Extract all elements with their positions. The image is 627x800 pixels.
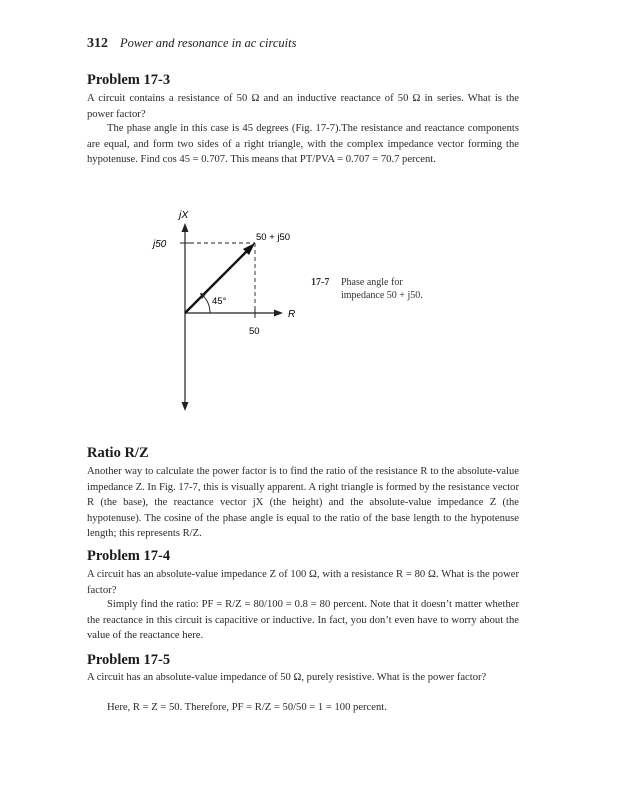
page-number: 312 — [87, 36, 108, 51]
point-label: 50 + j50 — [256, 232, 291, 243]
problem-17-5-answer: Here, R = Z = 50. Therefore, PF = R/Z = 50/50 = 1 = 100 percent. — [107, 702, 387, 713]
caption-line2: impedance 50 + j50. — [341, 290, 423, 301]
y-axis-arrow-down — [182, 402, 189, 411]
problem-17-5-question: A circuit has an absolute-value impedance of 50 Ω, purely resistive. What is the power factor? — [87, 672, 487, 683]
heading-problem-17-5: Problem 17-5 — [87, 652, 171, 668]
angle-label: 45° — [212, 296, 227, 307]
y-axis-arrow-up — [182, 223, 189, 232]
ratio-body: Another way to calculate the power factor is to find the ratio of the resistance R to the absolute-value impedance Z. In Fig. 17-7, this is visually apparent. A right triangle is formed by the resistance vector R (the base), the reactance vector jX (the height) and the absolute-value impedance Z (the hypotenuse). The cosine of the phase angle is equal to the ratio of the base length to the hypotenuse length; this represents R/Z. — [87, 466, 519, 539]
problem-17-3-answer: The phase angle in this case is 45 degrees (Fig. 17-7).The resistance and reactance components are equal, and form two sides of a right triangle, with the complex impedance vector forming the hypotenuse. Find cos 45 = 0.707. This means that PT/PVA = 0.707 = 70.7 percent. — [87, 123, 519, 165]
problem-17-3-question: A circuit contains a resistance of 50 Ω and an inductive reactance of 50 Ω in series. What is the power factor? — [87, 93, 519, 120]
heading-problem-17-4: Problem 17-4 — [87, 548, 171, 564]
x-axis-arrow — [274, 310, 283, 317]
x-axis-label: R — [288, 309, 296, 320]
problem-17-4-answer: Simply find the ratio: PF = R/Z = 80/100 = 0.8 = 80 percent. Note that it doesn’t matter whether the reactance in this circuit is capacitive or inductive. In fact, you don’t even have to worry about the value of the reactance here. — [87, 599, 519, 641]
y-tick-label: j50 — [153, 239, 167, 250]
heading-ratio: Ratio R/Z — [87, 445, 149, 461]
running-title: Power and resonance in ac circuits — [119, 36, 297, 50]
problem-17-4-question: A circuit has an absolute-value impedance Z of 100 Ω, with a resistance R = 80 Ω. What is the power factor? — [87, 569, 519, 596]
angle-arc — [203, 295, 210, 313]
x-tick-label: 50 — [249, 326, 260, 337]
caption-number: 17-7 — [311, 277, 330, 288]
y-axis-label: jX — [179, 209, 189, 221]
heading-problem-17-3: Problem 17-3 — [87, 72, 171, 88]
figure-caption — [311, 276, 511, 302]
caption-line1: Phase angle for — [341, 277, 403, 288]
